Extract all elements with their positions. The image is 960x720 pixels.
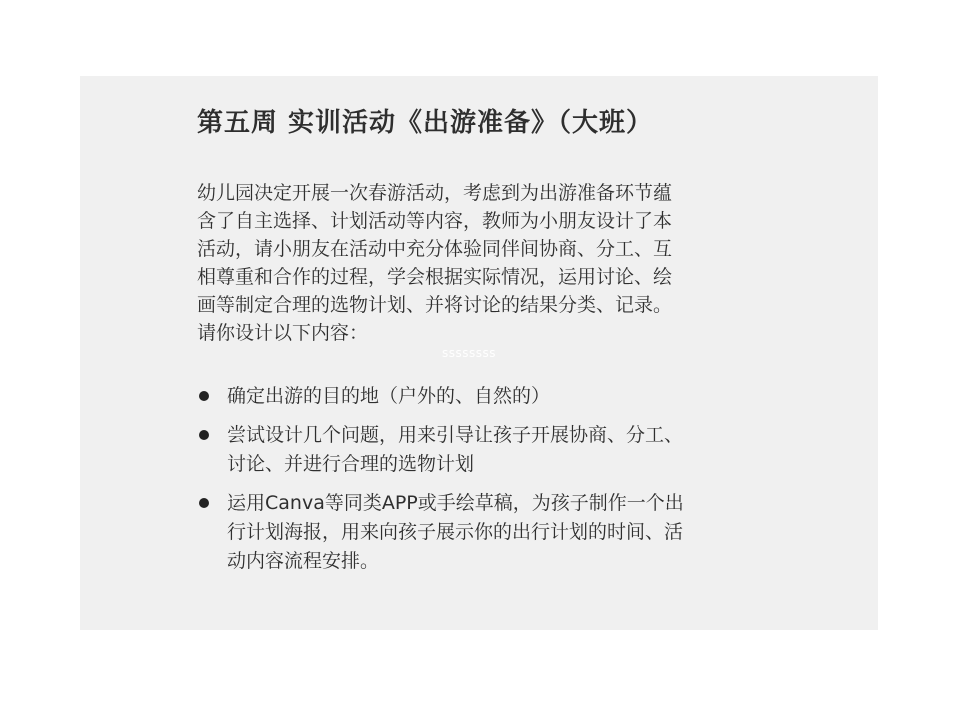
intro-paragraph: [197, 179, 757, 347]
watermark-text: ssssssss: [442, 346, 497, 360]
content-card: [80, 76, 878, 630]
list-item-text: 行计划海报，用来向孩子展示你的出行计划的时间、活: [227, 521, 684, 543]
bullet-dot-icon: [199, 391, 209, 401]
list-item: [197, 489, 797, 576]
list-item-text: 讨论、并进行合理的选物计划: [227, 453, 475, 475]
intro-line: 活动，请小朋友在活动中充分体验同伴间协商、分工、互: [197, 238, 673, 260]
list-item-text: 尝试设计几个问题，用来引导让孩子开展协商、分工、: [227, 424, 684, 446]
list-item: [197, 421, 797, 479]
list-item-text: 确定出游的目的地（户外的、自然的）: [227, 385, 551, 407]
intro-line: 画等制定合理的选物计划、并将讨论的结果分类、记录。: [197, 294, 673, 316]
page-title: 第五周 实训活动《出游准备》（大班）: [197, 108, 654, 138]
intro-line: 幼儿园决定开展一次春游活动，考虑到为出游准备环节蕴: [197, 182, 673, 204]
intro-line: 请你设计以下内容：: [197, 322, 369, 344]
bullet-dot-icon: [199, 430, 209, 440]
list-item: [197, 382, 797, 411]
intro-line: 含了自主选择、计划活动等内容，教师为小朋友设计了本: [197, 210, 673, 232]
bullet-dot-icon: [199, 498, 209, 508]
intro-line: 相尊重和合作的过程，学会根据实际情况，运用讨论、绘: [197, 266, 673, 288]
list-item-text: 运用Canva等同类APP或手绘草稿，为孩子制作一个出: [227, 492, 684, 514]
list-item-text: 动内容流程安排。: [227, 550, 380, 572]
task-list: [197, 382, 797, 586]
